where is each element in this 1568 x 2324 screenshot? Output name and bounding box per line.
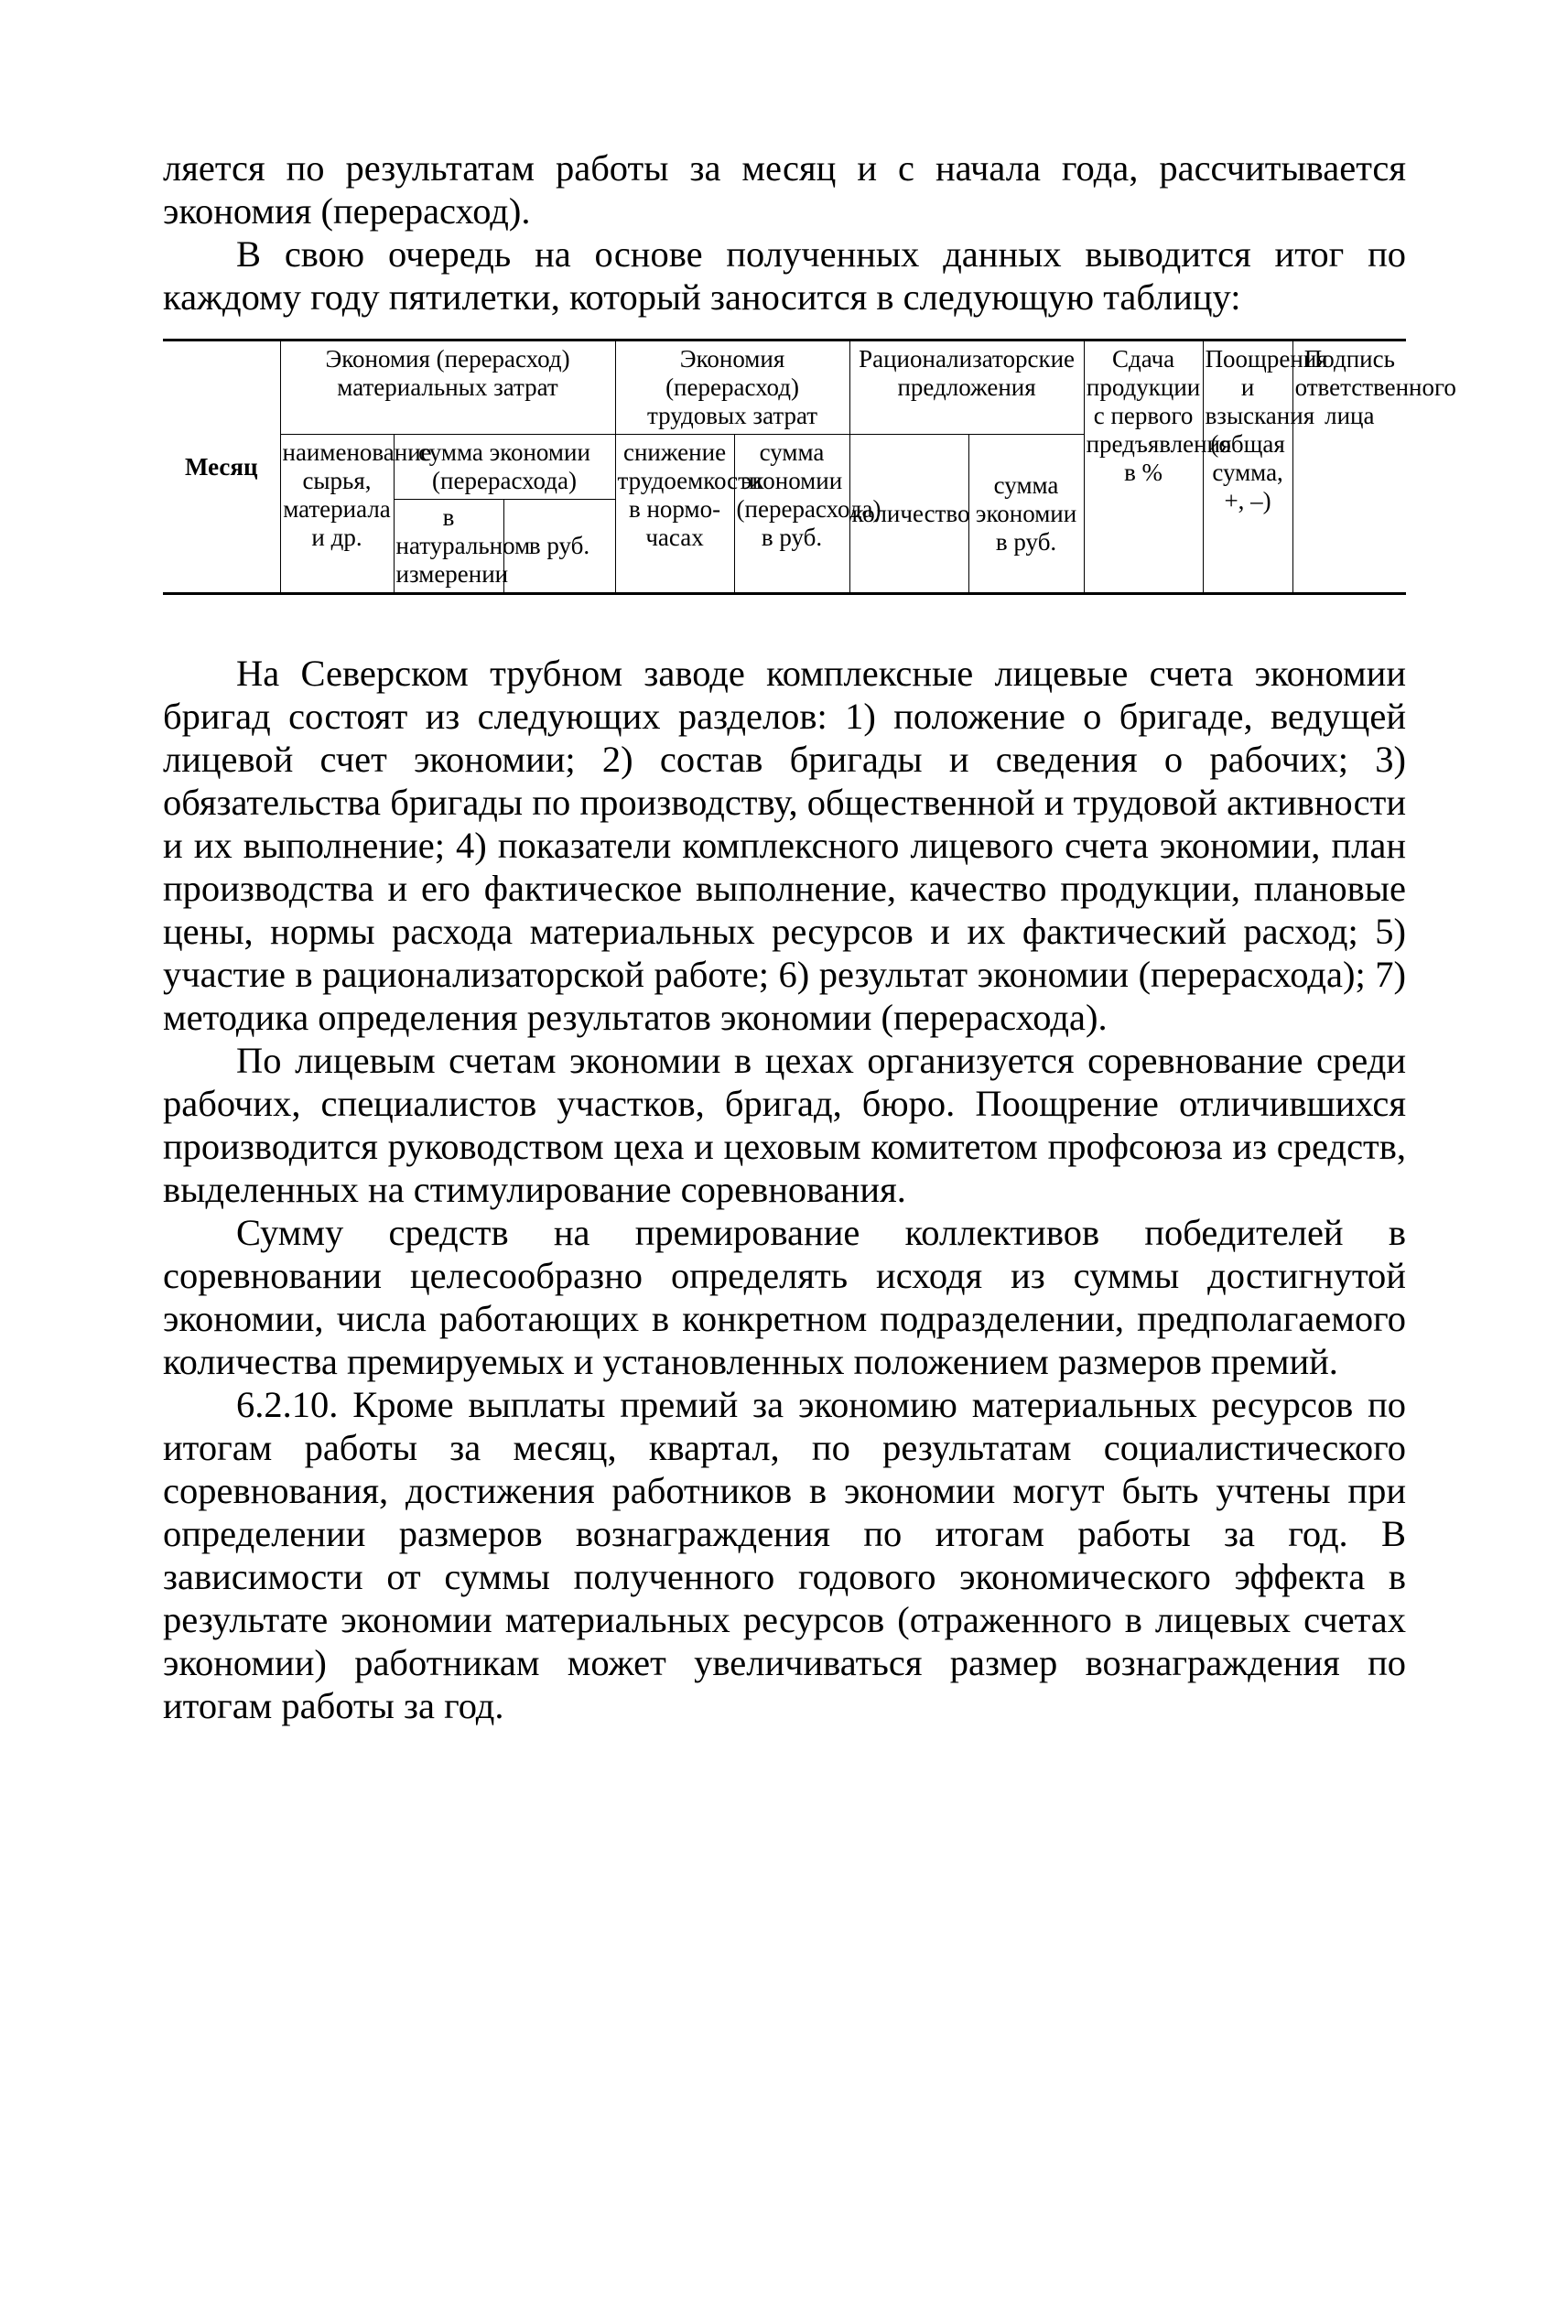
sub-labor-sum-header: сумма экономии (перерасхода) в руб.: [734, 435, 849, 594]
col-delivery-header: Сдача продукции с первого предъявления в %: [1084, 340, 1203, 594]
sub-sum-header: сумма экономии (перерасхода): [394, 435, 615, 500]
group-rational-header: Рационализаторские предложения: [849, 340, 1084, 435]
col-month-header: Месяц: [163, 340, 280, 594]
economy-table: [163, 339, 1456, 595]
sub-labor-reduction-header: снижение трудоемкости в нормо-часах: [615, 435, 734, 594]
col-signature-header: Подпись ответственного лица: [1292, 340, 1406, 594]
economy-table-wrapper: [163, 339, 1456, 595]
sub-natural-header: в натуральном измерении: [394, 500, 503, 594]
col-bonus-header: Поощрения и взыскания (общая сумма, +, –): [1203, 340, 1292, 594]
body-paragraph-1: На Северском трубном заводе комплексные лицевые счета экономии бригад состоят из следующих разделов: 1) положение о бригаде, ведущей лицевой счет экономии; 2) состав бригады и сведения о рабочих; 3) обязательства бригады по производству, общественной и трудовой активности и их выполнение; 4) показатели комплексного лицевого счета экономии, план производства и его фактическое выполнение, качество продукции, плановые цены, нормы расхода материальных ресурсов и их фактический расход; 5) участие в рационализаторской работе; 6) результат экономии (перерасхода); 7) методика определения результатов экономии (перерасхода).: [163, 653, 1406, 1038]
body-paragraph-3: Сумму средств на премирование коллективов победителей в соревновании целесообразно определять исходя из суммы достигнутой экономии, числа работающих в конкретном подразделении, предполагаемого количества премируемых и установленных положением размеров премий.: [163, 1212, 1406, 1382]
group-material-header: Экономия (перерасход) материальных затрат: [280, 340, 615, 435]
intro-paragraph-1: ляется по результатам работы за месяц и с начала года, рассчитывается экономия (перерасход).: [163, 147, 1406, 232]
sub-name-header: наименование сырья, материала и др.: [280, 435, 394, 594]
sub-quantity-header: количество: [849, 435, 968, 594]
table-header-row-1: [163, 340, 1406, 435]
group-labor-header: Экономия (перерасход) трудовых затрат: [615, 340, 849, 435]
intro-paragraph-2: В свою очередь на основе полученных данных выводится итог по каждому году пятилетки, который заносится в следующую таблицу:: [163, 233, 1406, 318]
sub-rational-sum-header: сумма экономии в руб.: [968, 435, 1084, 594]
body-paragraph-2: По лицевым счетам экономии в цехах организуется соревнование среди рабочих, специалистов участков, бригад, бюро. Поощрение отличившихся производится руководством цеха и цеховым комитетом профсоюза из средств, выделенных на стимулирование соревнования.: [163, 1040, 1406, 1210]
page: [163, 146, 1456, 1727]
sub-rub-header: в руб.: [503, 500, 615, 594]
body-paragraph-4: 6.2.10. Кроме выплаты премий за экономию материальных ресурсов по итогам работы за месяц, квартал, по результатам социалистического соревнования, достижения работников в экономии могут быть учтены при определении размеров вознаграждения по итогам работы за год. В зависимости от суммы полученного годового экономического эффекта в результате экономии материальных ресурсов (отраженного в лицевых счетах экономии) работникам может увеличиваться размер вознаграждения по итогам работы за год.: [163, 1384, 1406, 1726]
